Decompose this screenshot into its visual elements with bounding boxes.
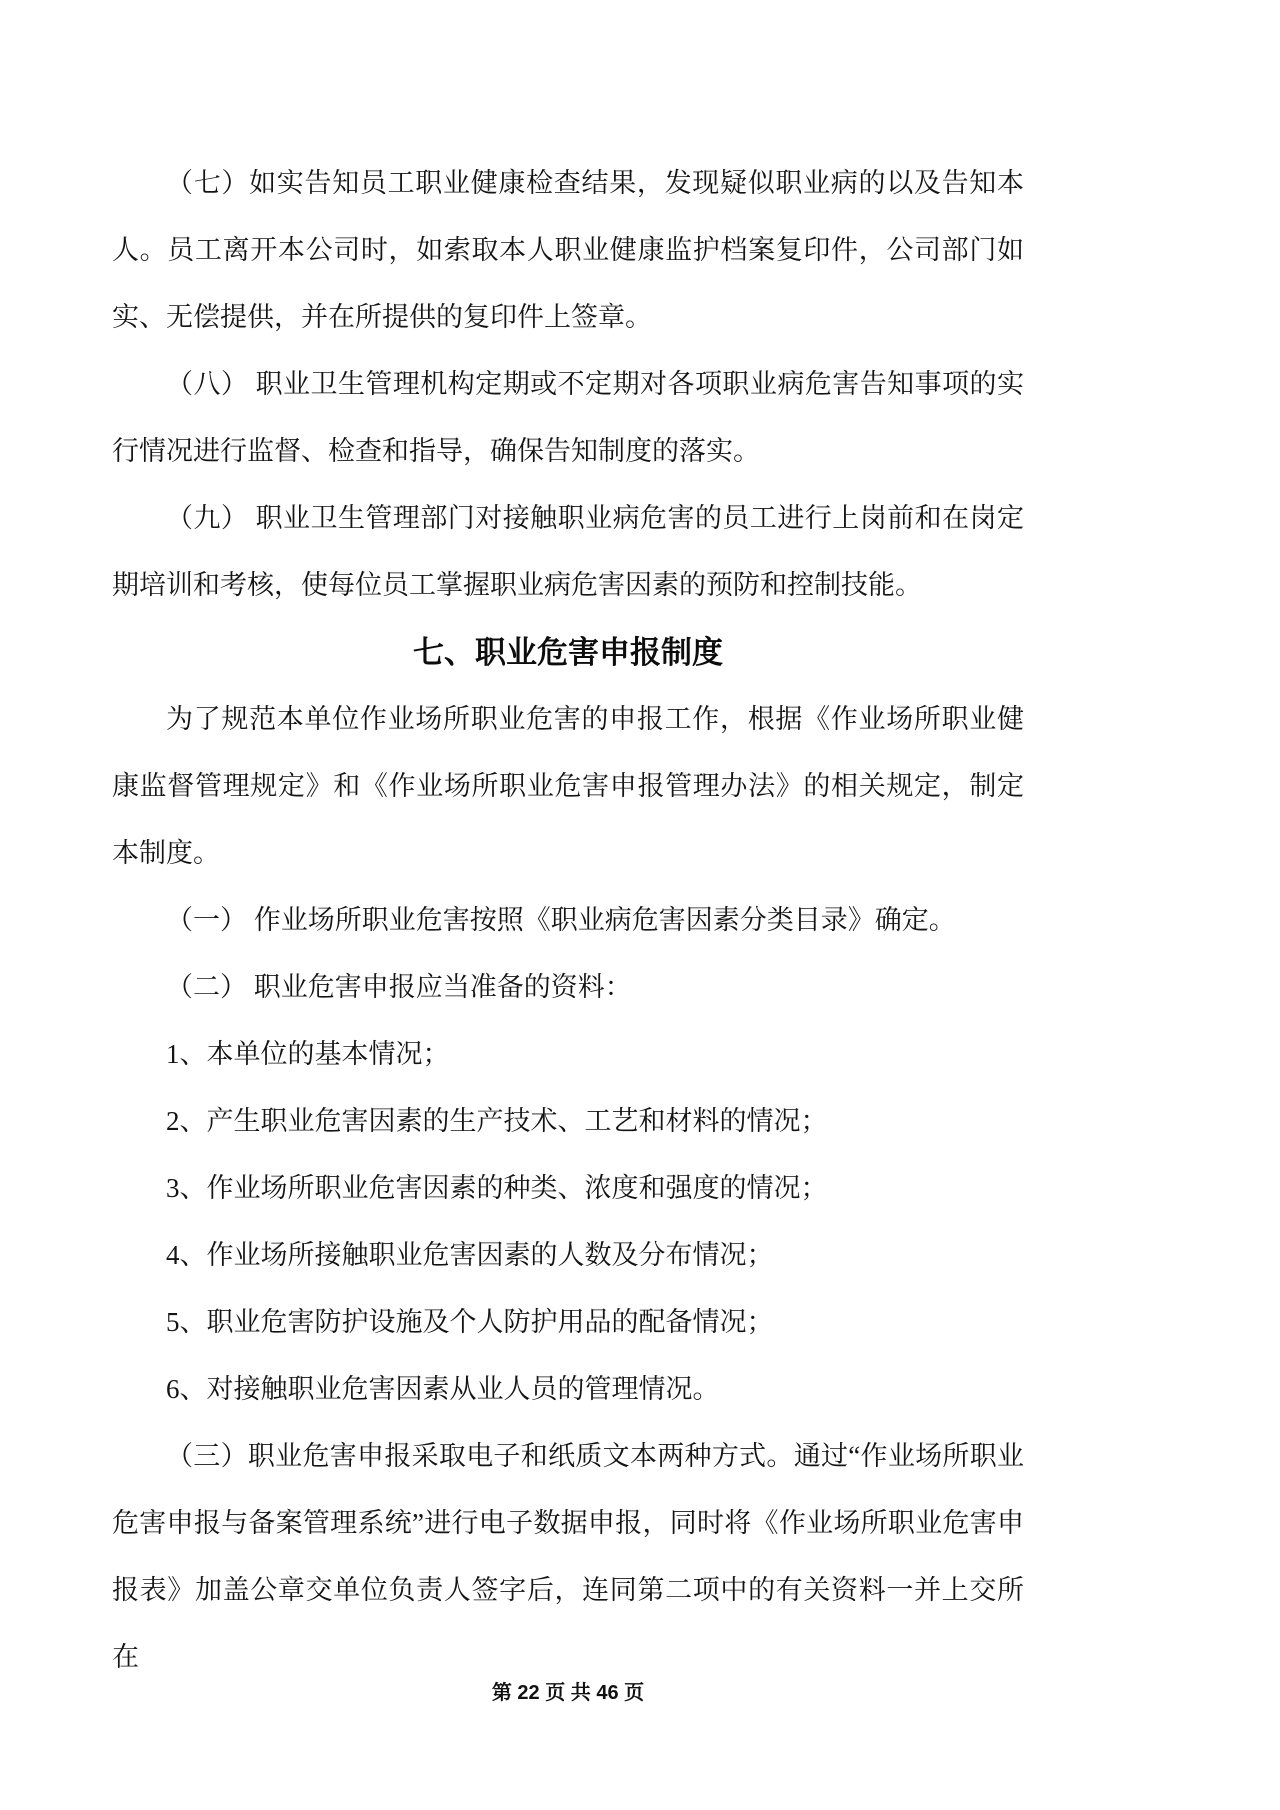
- paragraph: （一） 作业场所职业危害按照《职业病危害因素分类目录》确定。: [166, 905, 956, 935]
- page-footer: [112, 1676, 1024, 1705]
- paragraph: （三）职业危害申报采取电子和纸质文本两种方式。通过“作业场所职业危害申报与备案管理系统”进行电子数据申报，同时将《作业场所职业危害申报表》加盖公章交单位负责人签字后，连同第二项中的有关资料一并上交所在: [112, 1441, 1024, 1672]
- paragraph: 4、作业场所接触职业危害因素的人数及分布情况；: [166, 1240, 774, 1270]
- paragraph: 为了规范本单位作业场所职业危害的申报工作，根据《作业场所职业健康监督管理规定》和《作业场所职业危害申报管理办法》的相关规定，制定本制度。: [112, 704, 1024, 868]
- paragraph: 1、本单位的基本情况；: [166, 1039, 450, 1069]
- paragraph: （二） 职业危害申报应当准备的资料：: [166, 972, 632, 1002]
- paragraph: 6、对接触职业危害因素从业人员的管理情况。: [166, 1374, 720, 1404]
- page-number-text: 第 22 页 共 46 页: [491, 1682, 645, 1704]
- paragraph: （七）如实告知员工职业健康检查结果，发现疑似职业病的以及告知本人。员工离开本公司时，如索取本人职业健康监护档案复印件，公司部门如实、无偿提供，并在所提供的复印件上签章。: [112, 168, 1024, 332]
- paragraph: 5、职业危害防护设施及个人防护用品的配备情况；: [166, 1307, 774, 1337]
- paragraph: （九） 职业卫生管理部门对接触职业病危害的员工进行上岗前和在岗定期培训和考核，使每位员工掌握职业病危害因素的预防和控制技能。: [112, 503, 1024, 600]
- paragraph: （八） 职业卫生管理机构定期或不定期对各项职业病危害告知事项的实行情况进行监督、检查和指导，确保告知制度的落实。: [112, 369, 1024, 466]
- section-heading: 七、职业危害申报制度: [413, 635, 723, 670]
- paragraph: 3、作业场所职业危害因素的种类、浓度和强度的情况；: [166, 1173, 828, 1203]
- paragraph: 2、产生职业危害因素的生产技术、工艺和材料的情况；: [166, 1106, 828, 1136]
- document-body: [112, 150, 1024, 1691]
